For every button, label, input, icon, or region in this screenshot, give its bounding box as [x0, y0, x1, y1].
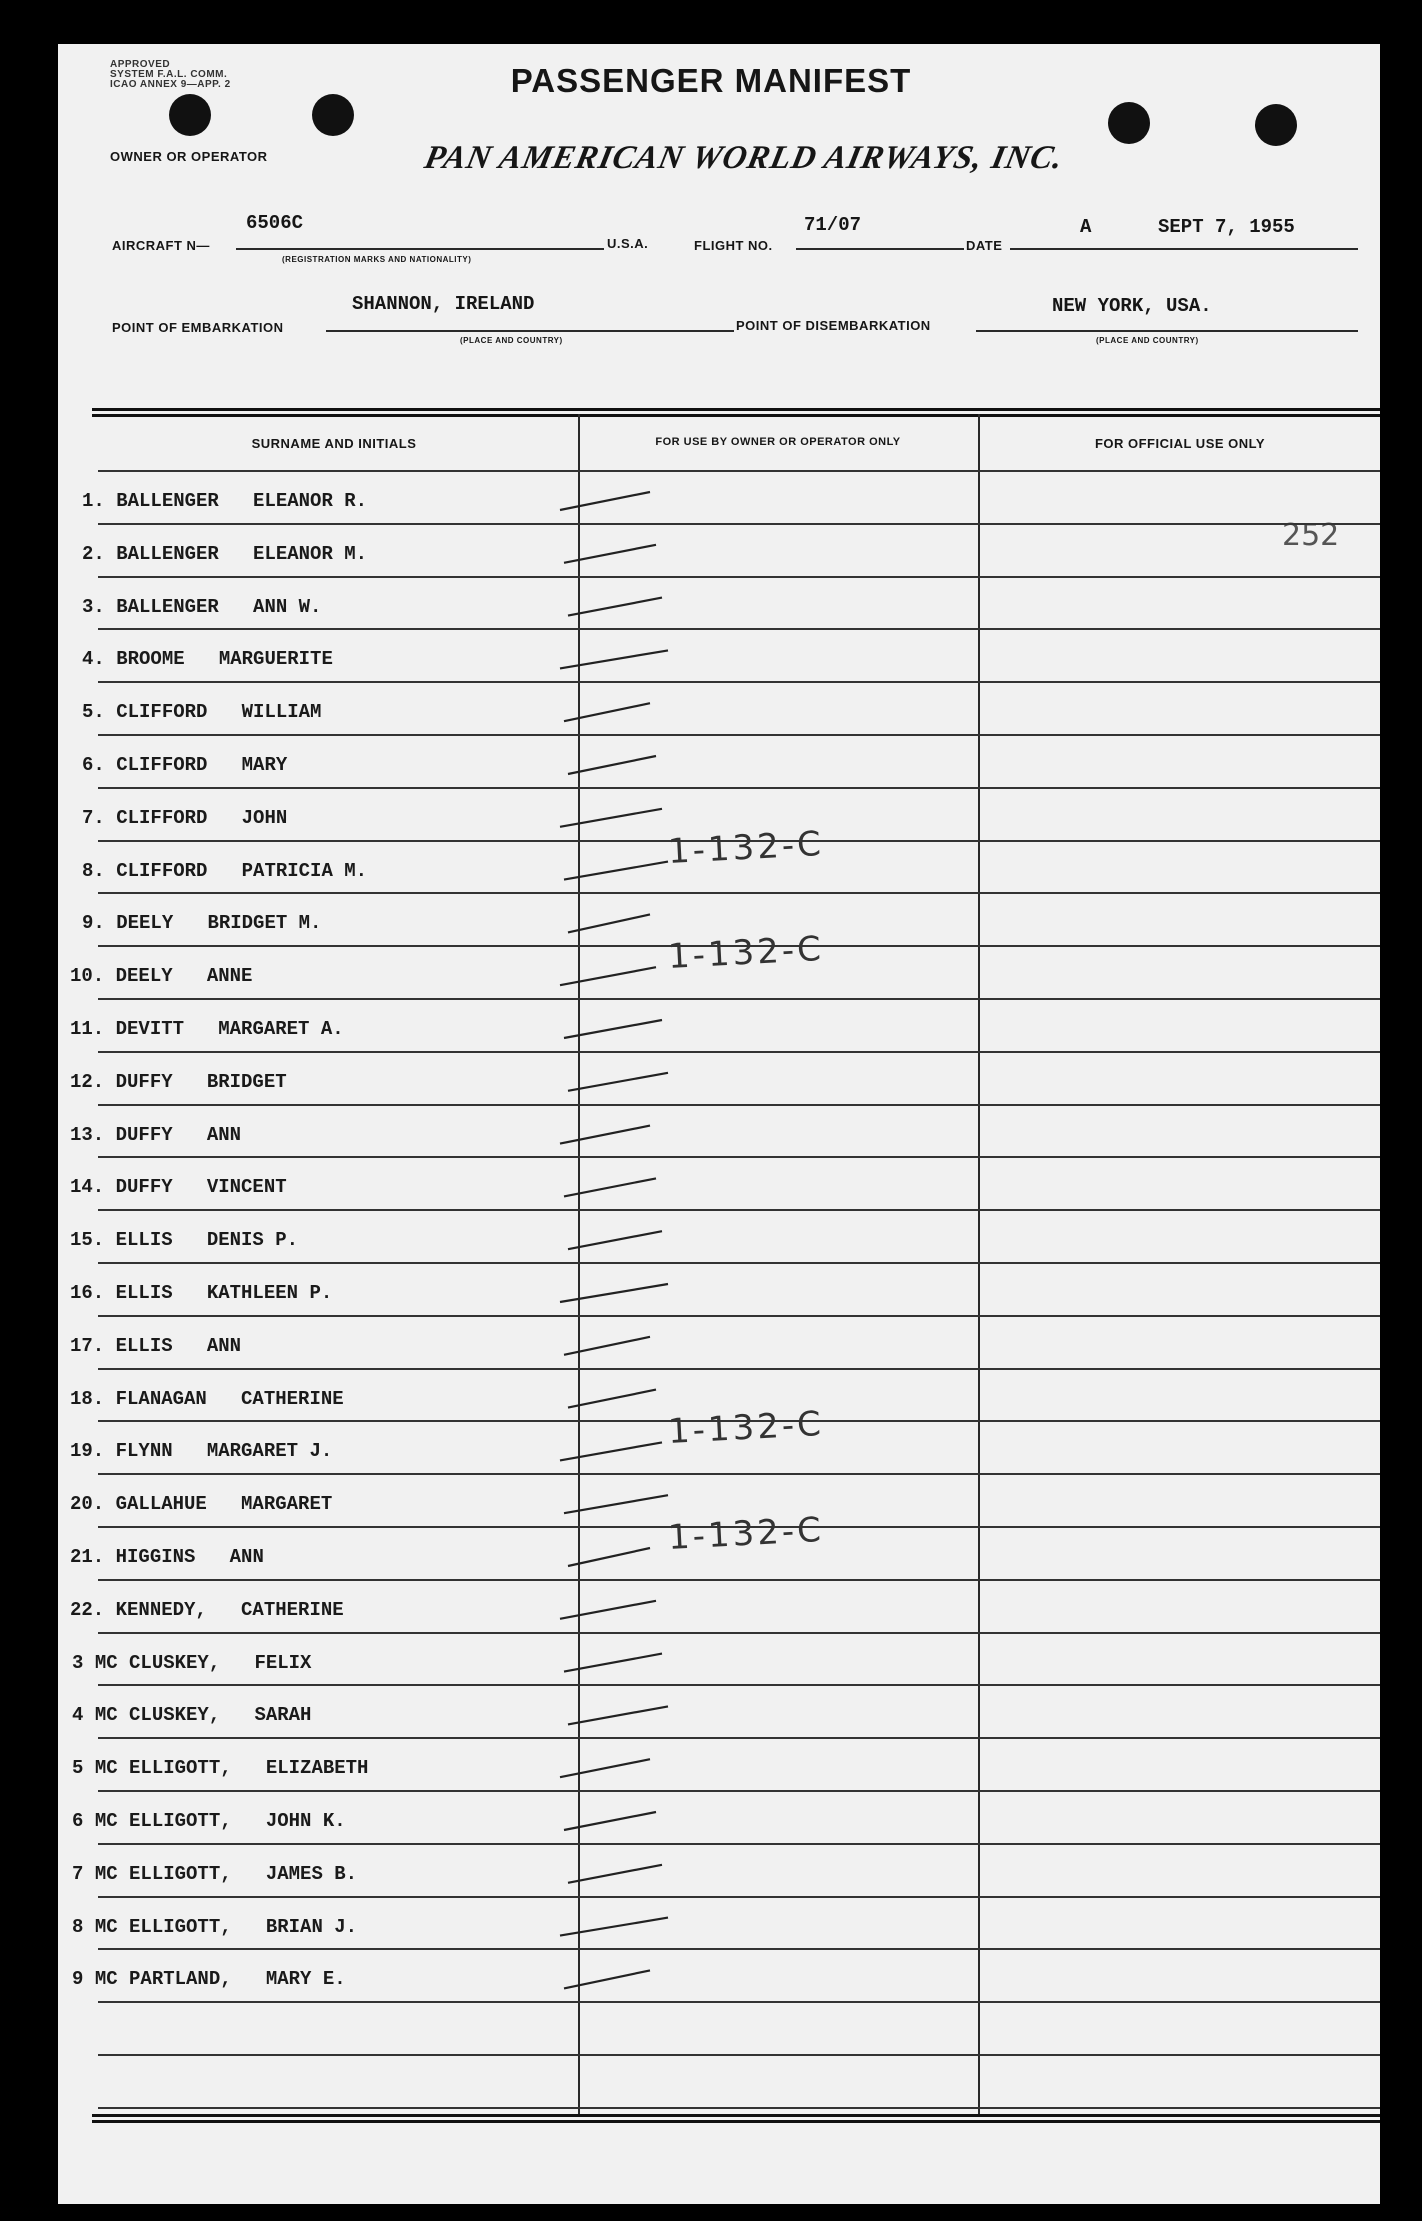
official-stamp-number: 252: [1282, 518, 1340, 553]
passenger-given-name: ELEANOR M.: [253, 543, 368, 565]
disembarkation-label: POINT OF DISEMBARKATION: [736, 318, 931, 333]
check-mark: [564, 1654, 662, 1672]
check-mark: [564, 545, 656, 563]
passenger-number: 4: [72, 1704, 95, 1726]
passenger-surname: FLANAGAN: [115, 1388, 242, 1410]
passenger-number: 5: [72, 1757, 95, 1779]
passenger-number: 4.: [82, 648, 117, 670]
passenger-given-name: VINCENT: [206, 1176, 287, 1198]
passenger-number: 7: [72, 1863, 95, 1885]
check-mark: [568, 598, 662, 616]
check-mark: [564, 1812, 656, 1830]
date-prefix: A: [1080, 216, 1092, 238]
passenger-given-name: ANN: [229, 1546, 264, 1568]
passenger-number: 14.: [70, 1176, 116, 1198]
passenger-given-name: WILLIAM: [241, 701, 322, 723]
check-mark: [564, 1337, 650, 1355]
passenger-given-name: BRIAN J.: [265, 1916, 358, 1938]
passenger-surname: MC PARTLAND,: [94, 1968, 266, 1990]
check-mark: [560, 1284, 668, 1302]
passenger-surname: CLIFFORD: [116, 860, 242, 882]
disembarkation-sublabel: (PLACE AND COUNTRY): [1096, 336, 1199, 345]
passenger-surname: MC ELLIGOTT,: [94, 1863, 266, 1885]
check-mark: [560, 1601, 656, 1619]
passenger-number: 9.: [82, 912, 117, 934]
passenger-number: 17.: [70, 1335, 116, 1357]
passenger-number: 8.: [82, 860, 117, 882]
column-header-official: FOR OFFICIAL USE ONLY: [1094, 436, 1266, 451]
check-mark: [564, 862, 668, 880]
passenger-surname: DUFFY: [115, 1124, 207, 1146]
check-mark: [560, 492, 650, 510]
passenger-number: 21.: [70, 1546, 116, 1568]
passenger-given-name: CATHERINE: [241, 1388, 344, 1410]
approval-line: SYSTEM F.A.L. COMM.: [110, 69, 228, 80]
passenger-surname: ELLIS: [115, 1335, 207, 1357]
passenger-number: 22.: [70, 1599, 116, 1621]
passenger-number: 16.: [70, 1282, 116, 1304]
aircraft-label: AIRCRAFT N—: [112, 238, 210, 253]
passenger-surname: HIGGINS: [115, 1546, 230, 1568]
passenger-surname: DEELY: [115, 965, 207, 987]
passenger-number: 8: [72, 1916, 95, 1938]
check-mark: [568, 1548, 650, 1566]
check-mark: [568, 1390, 656, 1408]
passenger-surname: MC ELLIGOTT,: [94, 1810, 266, 1832]
passenger-surname: BALLENGER: [116, 596, 254, 618]
handwritten-note: 1-132-C: [667, 1509, 825, 1559]
passenger-surname: MC ELLIGOTT,: [94, 1757, 266, 1779]
flight-label: FLIGHT NO.: [694, 238, 773, 253]
airline-name: PAN AMERICAN WORLD AIRWAYS, INC.: [421, 140, 1067, 176]
passenger-surname: DEVITT: [115, 1018, 219, 1040]
passenger-number: 20.: [70, 1493, 116, 1515]
passenger-surname: CLIFFORD: [116, 754, 242, 776]
passenger-surname: MC CLUSKEY,: [94, 1704, 255, 1726]
passenger-surname: ELLIS: [115, 1282, 207, 1304]
handwritten-note: 1-132-C: [667, 928, 825, 978]
owner-label: OWNER OR OPERATOR: [110, 149, 268, 164]
passenger-given-name: CATHERINE: [241, 1599, 344, 1621]
check-mark: [560, 1918, 668, 1936]
passenger-surname: DUFFY: [115, 1071, 207, 1093]
passenger-surname: CLIFFORD: [116, 807, 242, 829]
passenger-number: 2.: [82, 543, 117, 565]
passenger-given-name: ELIZABETH: [265, 1757, 369, 1779]
passenger-number: 3: [72, 1652, 95, 1674]
passenger-given-name: ELEANOR R.: [253, 490, 368, 512]
passenger-number: 7.: [82, 807, 117, 829]
check-mark: [568, 1706, 668, 1724]
passenger-given-name: ANN W.: [253, 596, 322, 618]
approval-line: APPROVED: [110, 59, 171, 70]
flight-value: 71/07: [804, 214, 862, 236]
passenger-given-name: ANN: [206, 1124, 242, 1146]
check-mark: [564, 1495, 668, 1513]
disembarkation-value: NEW YORK, USA.: [1052, 295, 1212, 317]
passenger-surname: FLYNN: [115, 1440, 207, 1462]
column-header-surname: SURNAME AND INITIALS: [251, 436, 417, 451]
passenger-given-name: ANNE: [206, 965, 253, 987]
passenger-surname: GALLAHUE: [115, 1493, 242, 1515]
passenger-number: 9: [72, 1968, 95, 1990]
passenger-given-name: MARGARET J.: [206, 1440, 333, 1462]
check-mark: [560, 650, 668, 668]
passenger-number: 18.: [70, 1388, 116, 1410]
passenger-given-name: ANN: [206, 1335, 242, 1357]
check-mark: [568, 1073, 668, 1091]
column-header-owner: FOR USE BY OWNER OR OPERATOR ONLY: [655, 436, 901, 448]
usa-label: U.S.A.: [607, 236, 649, 251]
passenger-surname: BALLENGER: [116, 543, 254, 565]
aircraft-value: 6506C: [246, 212, 304, 234]
passenger-given-name: BRIDGET M.: [207, 912, 322, 934]
passenger-surname: KENNEDY,: [115, 1599, 242, 1621]
passenger-given-name: JOHN: [241, 807, 288, 829]
aircraft-sublabel: (REGISTRATION MARKS AND NATIONALITY): [282, 255, 472, 264]
check-mark: [564, 1178, 656, 1196]
embarkation-label: POINT OF EMBARKATION: [112, 320, 284, 335]
passenger-given-name: MARGARET: [241, 1493, 333, 1515]
passenger-number: 15.: [70, 1229, 116, 1251]
passenger-number: 6: [72, 1810, 95, 1832]
check-mark: [564, 1020, 662, 1038]
passenger-given-name: MARY: [241, 754, 288, 776]
passenger-surname: ELLIS: [115, 1229, 207, 1251]
check-mark: [560, 809, 662, 827]
passenger-given-name: JAMES B.: [265, 1863, 358, 1885]
check-mark: [560, 1759, 650, 1777]
passenger-given-name: MARY E.: [265, 1968, 346, 1990]
passenger-number: 5.: [82, 701, 117, 723]
passenger-surname: CLIFFORD: [116, 701, 242, 723]
passenger-number: 3.: [82, 596, 117, 618]
passenger-surname: BROOME: [116, 648, 219, 670]
passenger-number: 11.: [70, 1018, 116, 1040]
check-mark: [568, 1231, 662, 1249]
passenger-surname: DEELY: [116, 912, 208, 934]
page-title: PASSENGER MANIFEST: [510, 62, 912, 99]
passenger-surname: DUFFY: [115, 1176, 207, 1198]
passenger-surname: MC ELLIGOTT,: [94, 1916, 266, 1938]
passenger-number: 1.: [82, 490, 117, 512]
date-value: SEPT 7, 1955: [1158, 216, 1295, 238]
check-mark: [568, 756, 656, 774]
passenger-number: 12.: [70, 1071, 116, 1093]
check-mark: [568, 914, 650, 932]
embarkation-sublabel: (PLACE AND COUNTRY): [460, 336, 563, 345]
passenger-given-name: BRIDGET: [206, 1071, 287, 1093]
passenger-surname: MC CLUSKEY,: [94, 1652, 255, 1674]
passenger-number: 19.: [70, 1440, 116, 1462]
check-mark: [564, 703, 650, 721]
passenger-number: 13.: [70, 1124, 116, 1146]
passenger-given-name: JOHN K.: [265, 1810, 346, 1832]
check-mark: [560, 1442, 662, 1460]
passenger-number: 10.: [70, 965, 116, 987]
check-mark: [560, 967, 656, 985]
handwritten-note: 1-132-C: [667, 823, 825, 873]
approval-line: ICAO ANNEX 9—APP. 2: [110, 79, 231, 90]
check-mark: [568, 1865, 662, 1883]
passenger-given-name: DENIS P.: [206, 1229, 299, 1251]
handwritten-note: 1-132-C: [667, 1403, 825, 1453]
check-mark: [564, 1970, 650, 1988]
date-label: DATE: [966, 238, 1003, 253]
passenger-given-name: SARAH: [254, 1704, 312, 1726]
embarkation-value: SHANNON, IRELAND: [352, 293, 535, 315]
check-mark: [560, 1126, 650, 1144]
passenger-given-name: MARGUERITE: [218, 648, 333, 670]
passenger-given-name: FELIX: [254, 1652, 312, 1674]
passenger-given-name: KATHLEEN P.: [206, 1282, 333, 1304]
passenger-given-name: PATRICIA M.: [241, 860, 368, 882]
passenger-number: 6.: [82, 754, 117, 776]
passenger-given-name: MARGARET A.: [218, 1018, 344, 1040]
passenger-surname: BALLENGER: [116, 490, 254, 512]
